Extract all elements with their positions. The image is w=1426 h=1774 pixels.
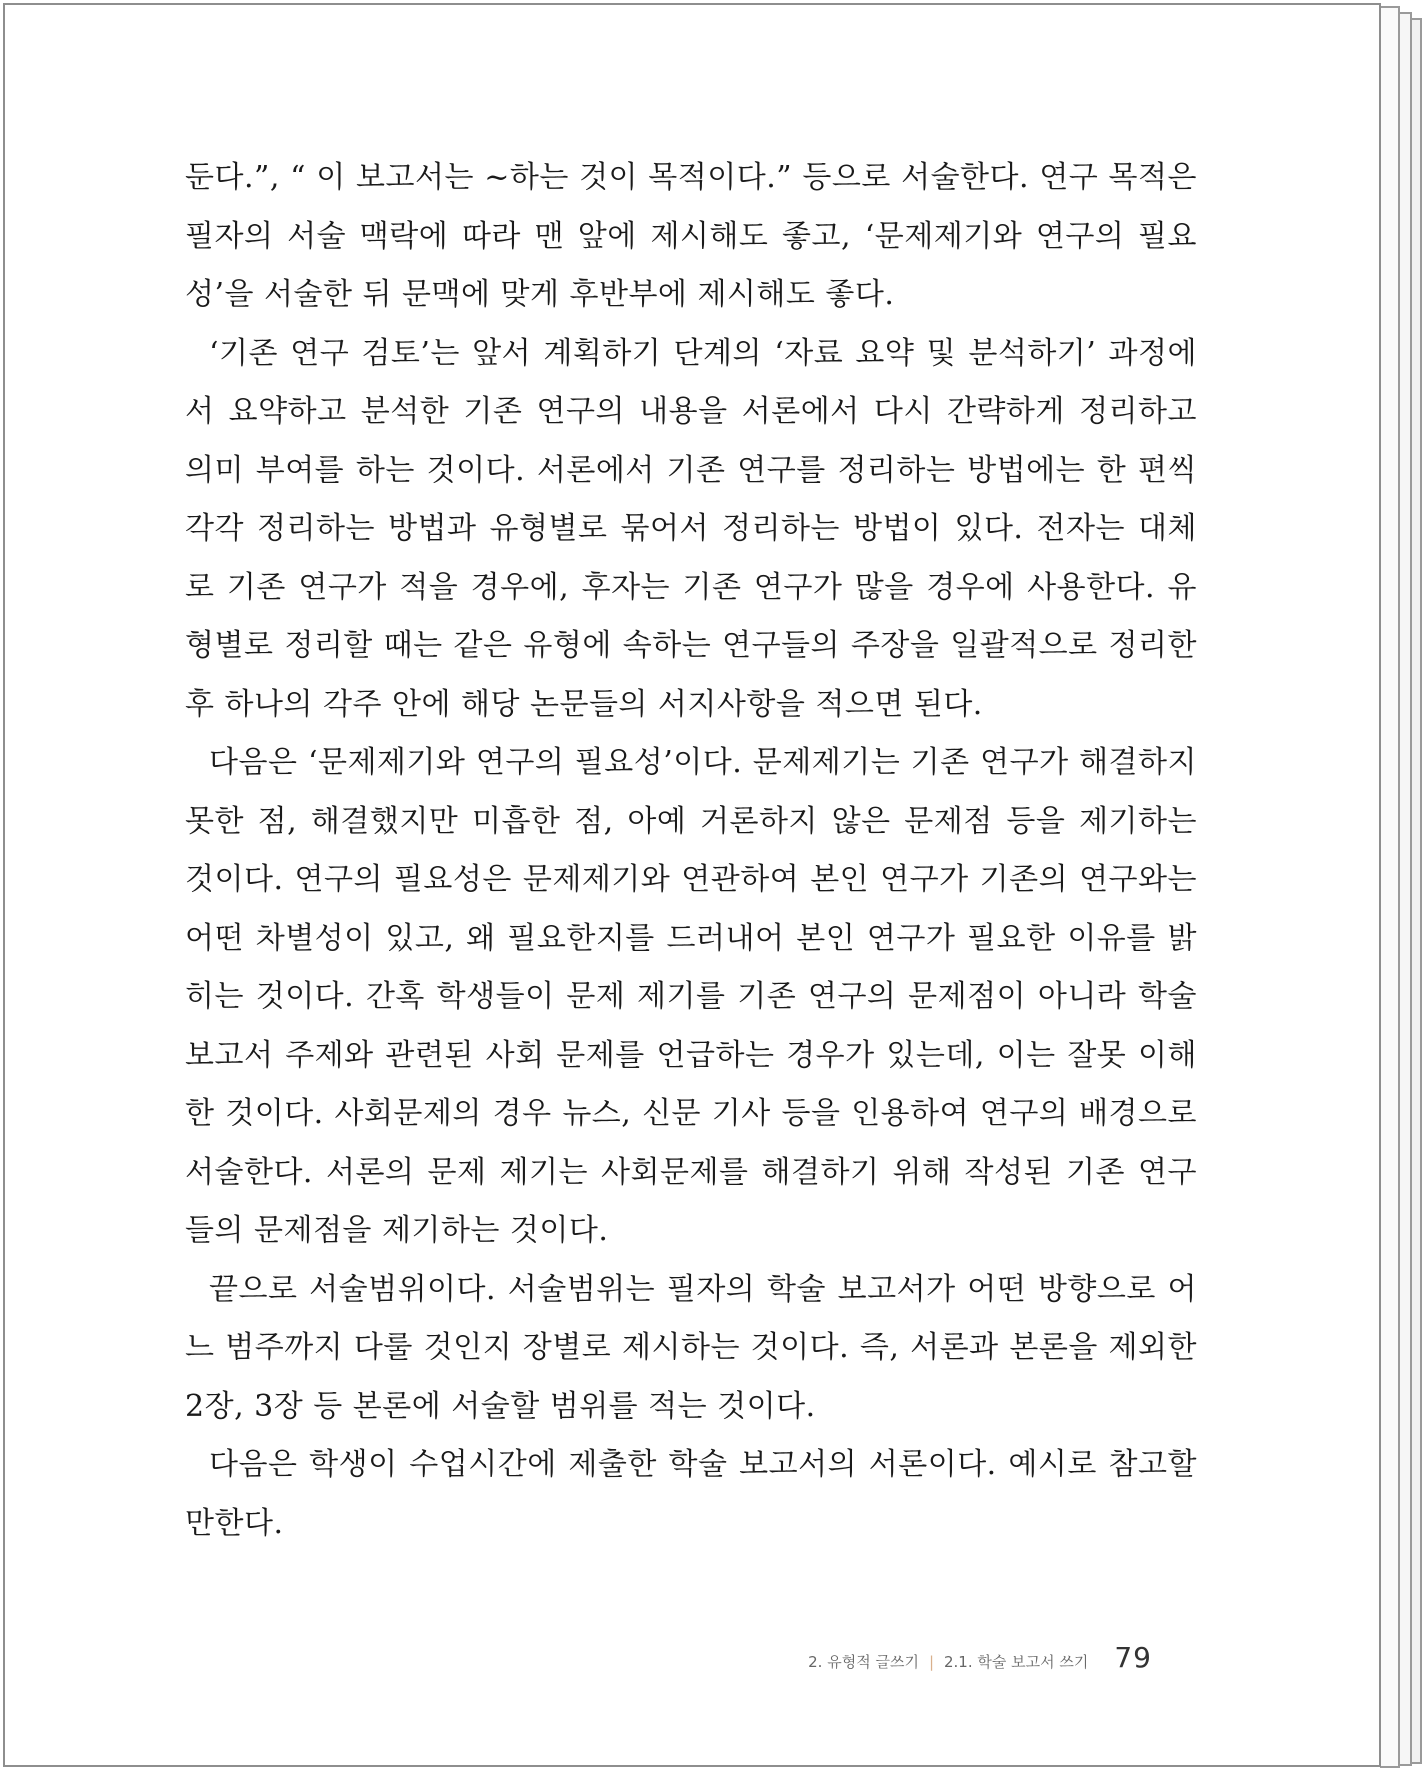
footer-separator: | (928, 1653, 934, 1671)
paragraph: ‘기존 연구 검토’는 앞서 계획하기 단계의 ‘자료 요약 및 분석하기’ 과정에서 요약하고 분석한 기존 연구의 내용을 서론에서 다시 간략하게 정리하고 의미 부여를 하는 것이다. 서론에서 기존 연구를 정리하는 방법에는 한 편씩 각각 정리하는 방법과 유형별로 묶어서 정리하는 방법이 있다. 전자는 대체로 기존 연구가 적을 경우에, 후자는 기존 연구가 많을 경우에 사용한다. 유형별로 정리할 때는 같은 유형에 속하는 연구들의 주장을 일괄적으로 정리한 후 하나의 각주 안에 해당 논문들의 서지사항을 적으면 된다. (185, 335, 1197, 722)
page (3, 3, 1381, 1767)
running-footer (808, 1641, 1152, 1674)
footer-section: 2.1. 학술 보고서 쓰기 (944, 1653, 1089, 1671)
page-number: 79 (1114, 1641, 1152, 1674)
paragraph: 다음은 학생이 수업시간에 제출한 학술 보고서의 서론이다. 예시로 참고할 만한다. (185, 1447, 1197, 1541)
paragraph: 끝으로 서술범위이다. 서술범위는 필자의 학술 보고서가 어떤 방향으로 어느 범주까지 다룰 것인지 장별로 제시하는 것이다. 즉, 서론과 본론을 제외한 2장, 3장 등 본론에 서술할 범위를 적는 것이다. (185, 1271, 1197, 1424)
paragraph: 둔다.”, “ 이 보고서는 ~하는 것이 목적이다.” 등으로 서술한다. 연구 목적은 필자의 서술 맥락에 따라 맨 앞에 제시해도 좋고, ‘문제제기와 연구의 필요성’을 서술한 뒤 문맥에 맞게 후반부에 제시해도 좋다. (185, 160, 1197, 312)
page-edge (1380, 6, 1400, 1768)
footer-chapter: 2. 유형적 글쓰기 (808, 1653, 919, 1671)
paragraph: 다음은 ‘문제제기와 연구의 필요성’이다. 문제제기는 기존 연구가 해결하지 못한 점, 해결했지만 미흡한 점, 아예 거론하지 않은 문제점 등을 제기하는 것이다. 연구의 필요성은 문제제기와 연관하여 본인 연구가 기존의 연구와는 어떤 차별성이 있고, 왜 필요한지를 드러내어 본인 연구가 필요한 이유를 밝히는 것이다. 간혹 학생들이 문제 제기를 기존 연구의 문제점이 아니라 학술 보고서 주제와 관련된 사회 문제를 언급하는 경우가 있는데, 이는 잘못 이해한 것이다. 사회문제의 경우 뉴스, 신문 기사 등을 인용하여 연구의 배경으로 서술한다. 서론의 문제 제기는 사회문제를 해결하기 위해 작성된 기존 연구들의 문제점을 제기하는 것이다. (185, 745, 1197, 1248)
body-text (185, 149, 1197, 1553)
